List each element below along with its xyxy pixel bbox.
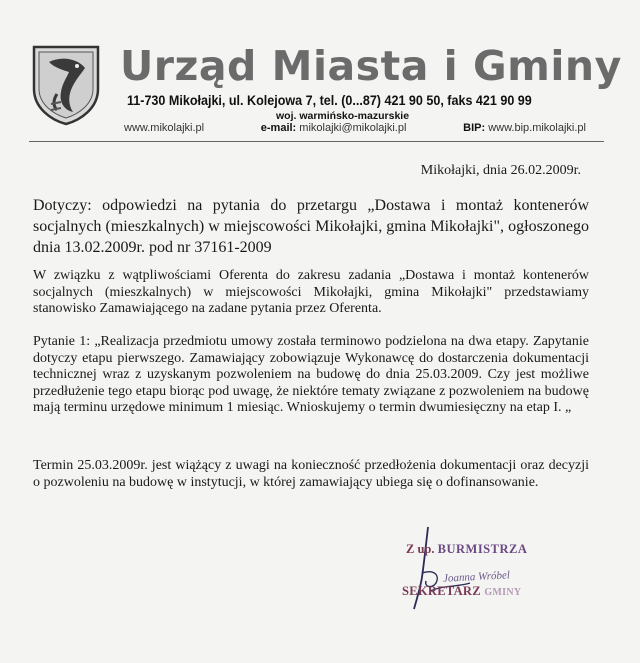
office-address: 11-730 Mikołajki, ul. Kolejowa 7, tel. (0...87) 421 90 50, faks 421 90 99 [127,93,532,108]
letter-paragraph-answer: Termin 25.03.2009r. jest wiążący z uwagi na konieczność przedłożenia dokumentacji oraz decyzji o pozwoleniu na budowę w instytucji, w której zamawiający ubiega się o dofinansowanie. [33,458,589,490]
stamp-name: Joanna Wróbel [442,569,511,585]
office-contacts [124,122,586,134]
stamp-line-1 [406,542,527,557]
stamp-title: BURMISTRZA [437,542,528,556]
letterhead-divider [29,141,604,142]
fish-coat-of-arms-icon [31,44,101,126]
letter-date: Mikołajki, dnia 26.02.2009r. [420,163,581,178]
office-name: Urząd Miasta i Gminy [120,42,622,90]
email-link[interactable]: mikolajki@mikolajki.pl [299,122,407,134]
bip-label: BIP: [463,122,486,134]
stamp-prefix: Z up. [406,542,435,556]
bip-contact [463,122,586,134]
email-label: e-mail: [260,122,297,134]
stamp-role-faded: GMINY [484,587,522,598]
letter-paragraph-intro: W związku z wątpliwościami Oferenta do zakresu zadania „Dostawa i montaż kontenerów socjalnych (mieszkalnych) w miejscowości Mikołajki, gmina Mikołajki" przedstawiamy stanowisko Zamawiającego na zadane pytania przez Oferenta. [33,268,589,316]
stamp-role: SEKRETARZ [402,584,481,598]
office-region: woj. warmińsko-mazurskie [276,110,410,122]
bip-link[interactable]: www.bip.mikolajki.pl [488,122,586,134]
letter-subject: Dotyczy: odpowiedzi na pytania do przetargu „Dostawa i montaż kontenerów socjalnych (mieszkalnych) w miejscowości Mikołajki, gmina Mikołajki", ogłoszonego dnia 13.02.2009r. pod nr 37161-2009 [33,197,589,256]
stamp-line-2 [402,584,521,599]
website-link[interactable]: www.mikolajki.pl [124,122,205,134]
letter-paragraph-question: Pytanie 1: „Realizacja przedmiotu umowy została terminowo podzielona na dwa etapy. Zapytanie dotyczy etapu pierwszego. Zamawiający zobowiązuje Wykonawcę do dostarczenia dokumentacji technicznej wraz z uzyskanym pozwoleniem na budowę do dnia 25.03.2009. Czy jest możliwe przedłużenie tego etapu biorąc pod uwagę, że niektóre tematy związane z pozwoleniem na budowę mają terminu urzędowe minimum 1 miesiąc. Wnioskujemy o termin dwumiesięczny na etap I. „ [33,334,589,415]
email-contact [261,122,407,134]
